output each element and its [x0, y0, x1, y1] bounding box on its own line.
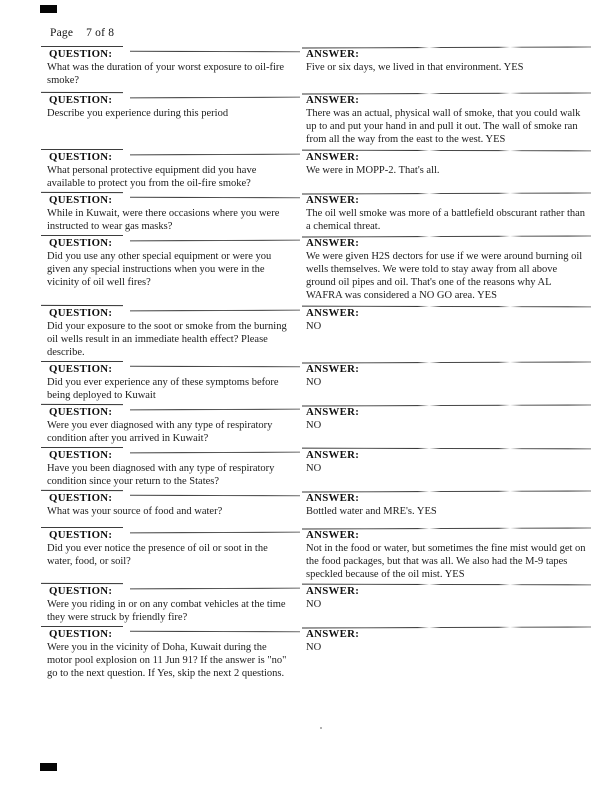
divider-line: [41, 92, 123, 94]
question-label: QUESTION:: [49, 406, 113, 418]
answer-label: ANSWER:: [306, 48, 360, 60]
answer-text: NO: [306, 420, 322, 431]
question-label: QUESTION:: [49, 94, 113, 106]
scan-artifact-mark-bottom: [40, 763, 57, 771]
divider-line: [41, 149, 123, 150]
answer-label: ANSWER:: [306, 406, 360, 418]
answer-text: The oil well smoke was more of a battlefield obscurant rather than a chemical threat.: [306, 208, 586, 232]
answer-text: There was an actual, physical wall of smoke, that you could walk up to and put your hand in and pull it out. The wall of smoke ran from all the way from the east to the west. YES: [306, 108, 581, 145]
qa-row: [44, 527, 587, 583]
question-text: What was your source of food and water?: [47, 506, 223, 517]
divider-line: [130, 196, 300, 198]
qa-row: [44, 46, 587, 92]
question-text: Did you use any other special equipment or were you given any special instructions when you were in the vicinity of oil well fires?: [47, 251, 272, 288]
divider-line: [41, 447, 123, 448]
divider-line: [130, 239, 300, 241]
qa-row: [44, 490, 587, 527]
divider-line: [302, 305, 591, 307]
qa-row: [44, 305, 587, 361]
question-label: QUESTION:: [49, 449, 113, 461]
question-label: QUESTION:: [49, 151, 113, 163]
divider-line: [302, 361, 591, 363]
divider-line: [41, 626, 123, 627]
divider-line: [130, 309, 300, 311]
question-label: QUESTION:: [49, 529, 113, 541]
answer-label: ANSWER:: [306, 237, 360, 249]
answer-text: We were in MOPP-2. That's all.: [306, 165, 440, 176]
divider-line: [302, 92, 591, 94]
divider-line: [130, 96, 300, 98]
answer-label: ANSWER:: [306, 449, 360, 461]
divider-line: [130, 494, 300, 496]
answer-label: ANSWER:: [306, 585, 360, 597]
divider-line: [302, 447, 591, 449]
divider-line: [41, 404, 123, 406]
divider-line: [41, 305, 123, 307]
qa-row: [44, 235, 587, 305]
answer-label: ANSWER:: [306, 194, 360, 206]
qa-row: [44, 192, 587, 235]
answer-text: Five or six days, we lived in that environment. YES: [306, 62, 524, 73]
qa-row: [44, 626, 587, 680]
answer-label: ANSWER:: [306, 363, 360, 375]
divider-line: [130, 531, 300, 533]
page-number-header: [50, 27, 114, 39]
answer-text: NO: [306, 321, 322, 332]
question-text: Were you in the vicinity of Doha, Kuwait during the motor pool explosion on 11 Jun 91? If the answer is "no" go to the next question. If Yes, skip the next 2 questions.: [47, 642, 287, 679]
answer-text: NO: [306, 599, 322, 610]
divider-line: [302, 192, 591, 194]
question-text: What personal protective equipment did you have available to protect you from the oil-fire smoke?: [47, 165, 257, 189]
question-text: Have you been diagnosed with any type of respiratory condition since your return to the States?: [47, 463, 275, 487]
page-label: Page: [50, 27, 74, 39]
answer-text: NO: [306, 377, 322, 388]
page-number: 7 of 8: [86, 27, 115, 39]
divider-line: [302, 490, 591, 492]
divider-line: [302, 149, 591, 151]
qa-table: [44, 46, 587, 680]
scan-artifact-mark-top: [40, 5, 57, 13]
divider-line: [302, 626, 591, 628]
divider-line: [130, 451, 300, 453]
divider-line: [302, 404, 591, 406]
divider-line: [41, 235, 123, 236]
qa-row: [44, 92, 587, 149]
question-text: Were you ever diagnosed with any type of respiratory condition after you arrived in Kuwait?: [47, 420, 273, 444]
divider-line: [302, 527, 591, 529]
question-text: Did your exposure to the soot or smoke from the burning oil wells result in an immediate health effect? Please describe.: [47, 321, 287, 358]
divider-line: [302, 235, 591, 237]
divider-line: [130, 365, 300, 367]
answer-label: ANSWER:: [306, 628, 360, 640]
question-label: QUESTION:: [49, 628, 113, 640]
divider-line: [130, 630, 300, 632]
question-label: QUESTION:: [49, 492, 113, 504]
divider-line: [41, 192, 123, 194]
qa-row: [44, 361, 587, 404]
answer-label: ANSWER:: [306, 94, 360, 106]
question-text: Did you ever experience any of these symptoms before being deployed to Kuwait: [47, 377, 279, 401]
question-label: QUESTION:: [49, 48, 113, 60]
question-label: QUESTION:: [49, 363, 113, 375]
qa-row: [44, 404, 587, 447]
answer-text: Bottled water and MRE's. YES: [306, 506, 437, 517]
scan-speck: [320, 727, 322, 729]
answer-text: We were given H2S dectors for use if we were around burning oil wells themselves. We were told to stay away from all above ground oil pipes and oil. That's one of the reasons why AL WAFRA was considered a NO GO area. YES: [306, 251, 583, 301]
divider-line: [302, 583, 591, 585]
answer-text: NO: [306, 642, 322, 653]
divider-line: [130, 408, 300, 410]
question-text: Did you ever notice the presence of oil or soot in the water, food, or soil?: [47, 543, 268, 567]
divider-line: [41, 583, 123, 585]
question-text: While in Kuwait, were there occasions where you were instructed to wear gas masks?: [47, 208, 280, 232]
divider-line: [130, 587, 300, 589]
question-label: QUESTION:: [49, 585, 113, 597]
divider-line: [302, 46, 591, 48]
answer-label: ANSWER:: [306, 151, 360, 163]
divider-line: [41, 361, 123, 362]
divider-line: [41, 527, 123, 528]
question-text: What was the duration of your worst exposure to oil-fire smoke?: [47, 62, 285, 86]
answer-text: Not in the food or water, but sometimes the fine mist would get on the food packages, but that was all. We also had the M-9 tapes speckled because of the oil mist. YES: [306, 543, 586, 580]
answer-label: ANSWER:: [306, 492, 360, 504]
divider-line: [130, 153, 300, 155]
divider-line: [41, 490, 123, 492]
qa-row: [44, 447, 587, 490]
answer-label: ANSWER:: [306, 529, 360, 541]
question-label: QUESTION:: [49, 194, 113, 206]
question-label: QUESTION:: [49, 307, 113, 319]
qa-row: [44, 149, 587, 192]
answer-label: ANSWER:: [306, 307, 360, 319]
qa-row: [44, 583, 587, 626]
divider-line: [41, 46, 123, 47]
answer-text: NO: [306, 463, 322, 474]
question-text: Were you riding in or on any combat vehicles at the time they were struck by friendly fire?: [47, 599, 286, 623]
divider-line: [130, 50, 300, 52]
question-text: Describe you experience during this period: [47, 108, 229, 119]
question-label: QUESTION:: [49, 237, 113, 249]
